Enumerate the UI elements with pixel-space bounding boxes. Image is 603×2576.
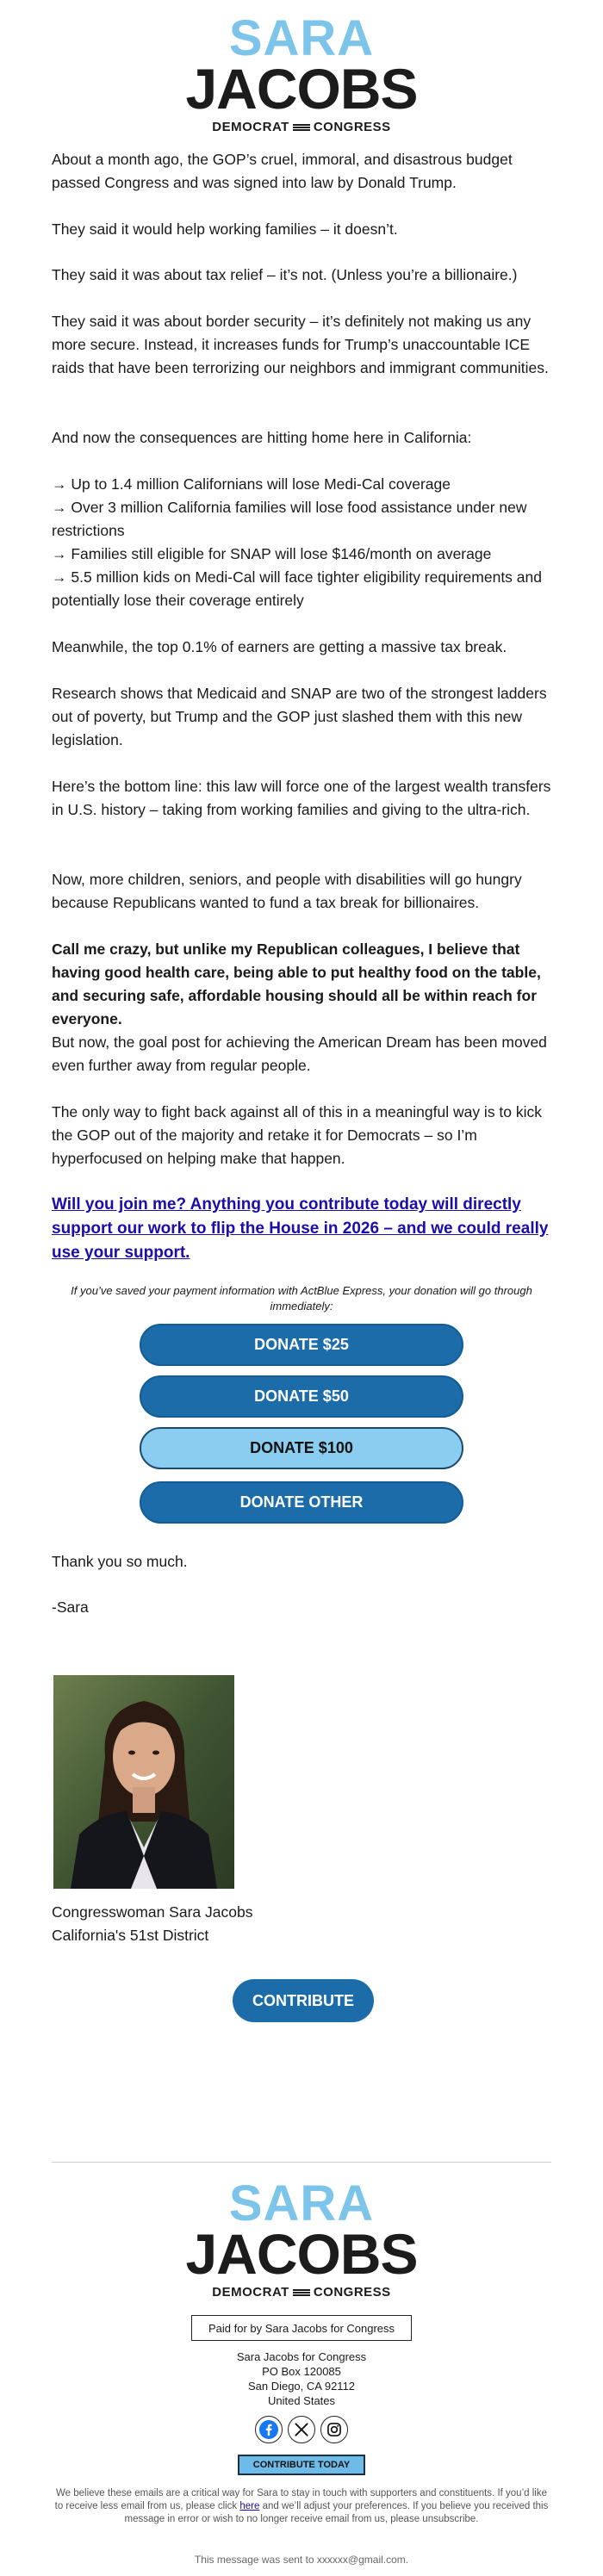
paragraph: Here’s the bottom line: this law will force one of the largest wealth transfers in U.S. history – taking from working families and giving to the ultra-rich. [52, 778, 551, 818]
paragraph: About a month ago, the GOP’s cruel, immoral, and disastrous budget passed Congress and was signed into law by Donald Trump. [52, 151, 513, 191]
paragraph: And now the consequences are hitting home here in California: [52, 429, 472, 446]
flag-icon [293, 123, 310, 132]
address-line: United States [267, 2394, 336, 2407]
logo-right-word: CONGRESS [313, 2285, 391, 2300]
address-line: Sara Jacobs for Congress [236, 2350, 367, 2363]
address-line: San Diego, CA 92112 [247, 2380, 356, 2393]
preferences-link[interactable]: here [239, 2501, 260, 2511]
paragraph: They said it was about tax relief – it’s not. (Unless you’re a billionaire.) [52, 266, 518, 283]
footer-divider [52, 2162, 551, 2163]
logo-left-word: DEMOCRAT [212, 120, 289, 135]
paragraph: Now, more children, seniors, and people with disabilities will go hungry because Republicans wanted to fund a tax break for billionaires. [52, 871, 522, 911]
logo-left-word: DEMOCRAT [212, 2285, 289, 2300]
donate-100-button[interactable]: DONATE $100 [140, 1427, 463, 1469]
campaign-logo-footer [0, 2176, 603, 2300]
paragraph: But now, the goal post for achieving the American Dream has been moved even further away from regular people. [52, 1034, 547, 1074]
fine-print: We believe these emails are a critical way for Sara to stay in touch with supporters and constituents. If you’d like to receive less email from us, please click here and we’ll adjust your preferences. If you believe you received this message in error or wish to no longer receive email from us, please unsubscribe. [54, 2488, 549, 2524]
list-item: → Families still eligible for SNAP will lose $146/month on average [52, 545, 492, 562]
logo-subtitle [0, 120, 603, 134]
thanks-text: Thank you so much. [52, 1553, 188, 1570]
x-icon[interactable] [288, 2416, 315, 2443]
flag-icon [293, 2288, 310, 2297]
donate-cta-link[interactable]: Will you join me? Anything you contribute today will directly support our work to flip the House in 2026 – and we could really use your support. [52, 1195, 549, 1262]
signature: -Sara [52, 1598, 89, 1616]
logo-first-name: SARA [228, 10, 375, 66]
list-item: → Over 3 million California families will lose food assistance under new restrictions [52, 499, 527, 539]
instagram-icon[interactable] [320, 2416, 348, 2443]
donate-other-button[interactable]: DONATE OTHER [140, 1481, 463, 1524]
caption-name: Congresswoman Sara Jacobs [52, 1903, 253, 1921]
paragraph: The only way to fight back against all of this in a meaningful way is to kick the GOP out of the majority and retake it for Democrats – so I’m hyperfocused on helping make that happen. [52, 1103, 543, 1167]
paragraph: Meanwhile, the top 0.1% of earners are getting a massive tax break. [52, 638, 507, 655]
contribute-today-button[interactable]: CONTRIBUTE TODAY [238, 2455, 365, 2475]
contribute-button[interactable]: CONTRIBUTE [233, 1979, 374, 2022]
paragraph: They said it was about border security – it’s definitely not making us any more secure. Instead, it increases funds for Trump’s unaccountable ICE raids that have been terrorizing our neighbors and immigrant communities. [52, 313, 549, 376]
donate-25-button[interactable]: DONATE $25 [140, 1324, 463, 1366]
address-line: PO Box 120085 [262, 2365, 341, 2378]
portrait-photo [53, 1675, 234, 1889]
logo-subtitle [0, 2285, 603, 2300]
logo-last-name: JACOBS [185, 2222, 418, 2286]
paragraph-bold: Call me crazy, but unlike my Republican colleagues, I believe that having good health care, being able to put healthy food on the table, and securing safe, affordable housing should all be within reach for everyone. [52, 940, 541, 1027]
list-item: → Up to 1.4 million Californians will lose Medi-Cal coverage [52, 475, 451, 493]
campaign-logo-top [0, 10, 603, 135]
facebook-icon[interactable] [255, 2416, 283, 2443]
paragraph: Research shows that Medicaid and SNAP are two of the strongest ladders out of poverty, but Trump and the GOP just slashed them with this new legislation. [52, 685, 547, 748]
logo-first-name: SARA [228, 2176, 375, 2231]
sent-to-notice: This message was sent to xxxxxx@gmail.com. [194, 2554, 409, 2566]
logo-right-word: CONGRESS [313, 120, 391, 135]
paid-for-disclaimer: Paid for by Sara Jacobs for Congress [191, 2315, 412, 2341]
actblue-note: If you’ve saved your payment information with ActBlue Express, your donation will go through immediately: [71, 1284, 532, 1313]
mailing-address [0, 2349, 603, 2408]
social-links [0, 2416, 603, 2443]
list-item: → 5.5 million kids on Medi-Cal will face tighter eligibility requirements and potentially lose their coverage entirely [52, 568, 542, 609]
donate-50-button[interactable]: DONATE $50 [140, 1375, 463, 1418]
paragraph: They said it would help working families – it doesn’t. [52, 220, 398, 238]
caption-district: California's 51st District [52, 1927, 209, 1944]
logo-last-name: JACOBS [185, 57, 418, 121]
